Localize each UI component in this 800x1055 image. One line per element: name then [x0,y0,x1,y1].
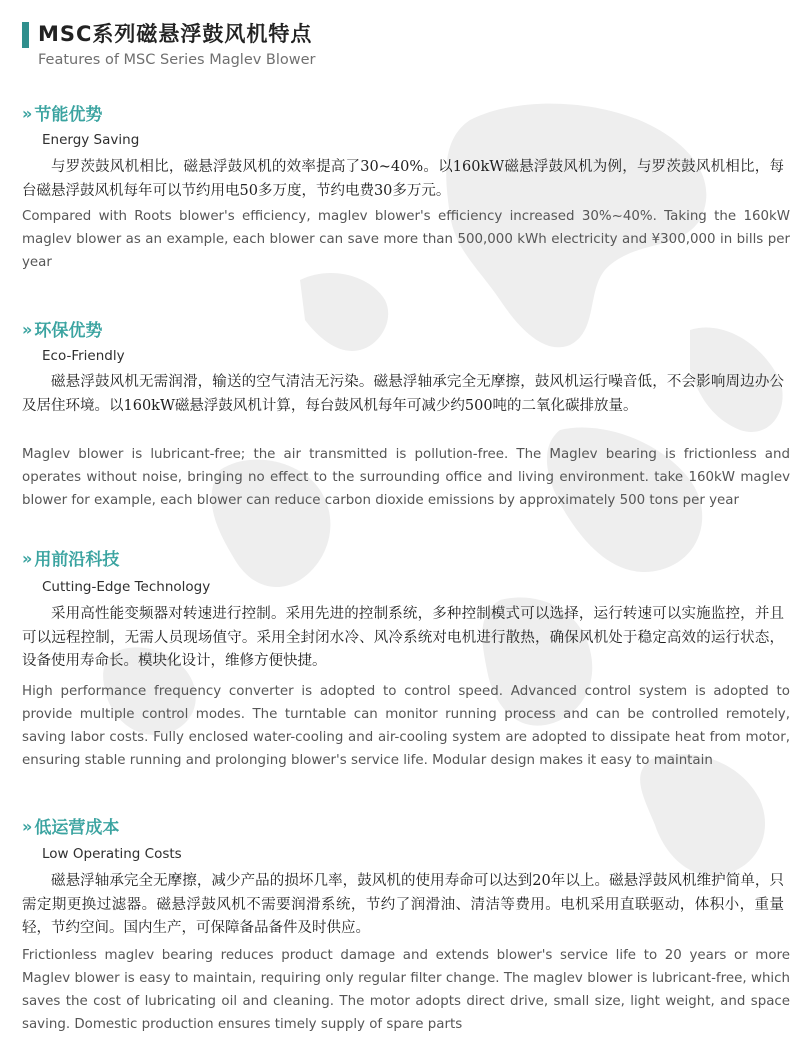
section-energy-saving-heading [22,100,102,125]
section-title-zh: 低运营成本 [34,818,120,838]
section-body-en: Compared with Roots blower's efficiency, maglev blower's efficiency increased 30%~40%. Taking the 160kW maglev blower as an example, each blower can save more than 500,000 kWh electricity and ¥300,000 in bills per year [22,209,790,270]
section-technology-heading [22,545,119,570]
section-title-zh: 节能优势 [34,105,103,125]
section-body-en: Frictionless maglev bearing reduces product damage and extends blower's service life to 20 years or more Maglev blower is easy to maintain, requiring only regular filter change. The maglev blower is lubricant-free, which saves the cost of lubricating oil and cleaning. The motor adopts direct drive, small size, light weight, and space saving. Domestic production ensures timely supply of spare parts [22,948,790,1032]
section-eco-friendly-heading [22,316,102,341]
page-title: MSC系列磁悬浮鼓风机特点 [38,22,313,46]
section-title-zh: 环保优势 [34,321,103,341]
section-title-zh: 用前沿科技 [34,550,120,570]
section-operating-costs-heading [22,813,119,838]
double-chevron-right-icon: » [22,320,31,339]
section-title-en: Eco-Friendly [42,348,125,364]
page-subtitle: Features of MSC Series Maglev Blower [38,52,316,68]
section-body-en: Maglev blower is lubricant-free; the air transmitted is pollution-free. The Maglev bearing is frictionless and operates without noise, bringing no effect to the surrounding office and living environment. take 160kW maglev blower for example, each blower can reduce carbon dioxide emissions by approximately 500 tons per year [22,447,790,508]
section-title-en: Cutting-Edge Technology [42,579,211,595]
section-body-zh: 采用高性能变频器对转速进行控制。采用先进的控制系统，多种控制模式可以选择，运行转速可以实施监控，并且可以远程控制，无需人员现场值守。采用全封闭水冷、风冷系统对电机进行散热，确保风机处于稳定高效的运行状态，设备使用寿命长。模块化设计，维修方便快捷。 [22,606,784,669]
section-body-en: High performance frequency converter is adopted to control speed. Advanced control system is adopted to provide multiple control modes. The turntable can monitor running process and can be controlled remotely, saving labor costs. Fully enclosed water-cooling and air-cooling system are adopted to dissipate heat from motor, ensuring stable running and prolonging blower's service life. Modular design makes it easy to maintain [22,684,790,768]
section-body-zh: 磁悬浮轴承完全无摩擦，减少产品的损坏几率，鼓风机的使用寿命可以达到20年以上。磁悬浮鼓风机维护简单，只需定期更换过滤器。磁悬浮鼓风机不需要润滑系统，节约了润滑油、清洁等费用。电机采用直联驱动，体积小，重量轻，节约空间。国内生产，可保障备品备件及时供应。 [22,873,784,936]
section-title-en: Energy Saving [42,132,140,148]
title-accent-bar [22,22,29,48]
section-title-en: Low Operating Costs [42,846,182,862]
section-body-zh: 与罗茨鼓风机相比，磁悬浮鼓风机的效率提高了30~40%。以160kW磁悬浮鼓风机为例，与罗茨鼓风机相比，每台磁悬浮鼓风机每年可以节约用电50多万度，节约电费30多万元。 [22,159,784,199]
double-chevron-right-icon: » [22,104,31,123]
double-chevron-right-icon: » [22,817,31,836]
double-chevron-right-icon: » [22,549,31,568]
section-body-zh: 磁悬浮鼓风机无需润滑，输送的空气清洁无污染。磁悬浮轴承完全无摩擦，鼓风机运行噪音低，不会影响周边办公及居住环境。以160kW磁悬浮鼓风机计算，每台鼓风机每年可减少约500吨的二氧化碳排放量。 [22,374,784,414]
